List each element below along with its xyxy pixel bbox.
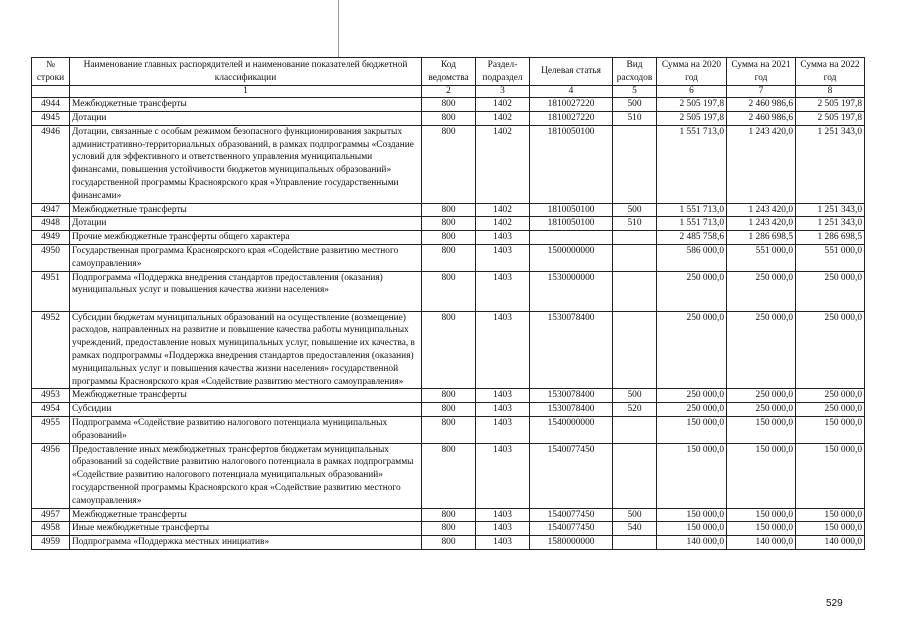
- table-header: [32, 58, 865, 98]
- row-number: 4952: [32, 311, 70, 389]
- row-name: Иные межбюджетные трансферты: [70, 522, 422, 536]
- row-expense-type: [613, 271, 657, 311]
- row-sum-2021: 1 243 420,0: [727, 125, 796, 203]
- row-sum-2022: 250 000,0: [796, 403, 865, 417]
- row-target-article: 1500000000: [530, 244, 613, 271]
- row-sum-2022: 150 000,0: [796, 443, 865, 508]
- row-sum-2020: 586 000,0: [657, 244, 727, 271]
- row-dept-code: 800: [422, 203, 476, 217]
- row-sum-2022: 1 286 698,5: [796, 231, 865, 245]
- row-name: Дотации: [70, 217, 422, 231]
- row-dept-code: 800: [422, 271, 476, 311]
- column-index: 4: [530, 86, 613, 98]
- row-sum-2020: 150 000,0: [657, 508, 727, 522]
- table-row: [32, 111, 865, 125]
- row-target-article: 1540000000: [530, 416, 613, 443]
- row-dept-code: 800: [422, 508, 476, 522]
- row-sum-2021: 1 243 420,0: [727, 203, 796, 217]
- table-row: [32, 508, 865, 522]
- row-sum-2021: 250 000,0: [727, 389, 796, 403]
- row-expense-type: 510: [613, 111, 657, 125]
- row-section: 1402: [476, 111, 530, 125]
- row-name: Межбюджетные трансферты: [70, 98, 422, 112]
- row-name: Дотации, связанные с особым режимом безопасного функционирования закрытых административно-территориальных образований, в рамках подпрограммы «Создание условий для эффективного и ответственного управления муниципальными финансами, повышения устойчивости бюджетов муниципальных образований» государственной программы Красноярского края «Управление государственными финансами»: [70, 125, 422, 203]
- row-number: 4955: [32, 416, 70, 443]
- header-dept-code: Код ведомства: [422, 58, 476, 86]
- row-number: 4951: [32, 271, 70, 311]
- header-expense-type: Вид расходов: [613, 58, 657, 86]
- column-index: 8: [796, 86, 865, 98]
- row-sum-2020: 2 485 758,6: [657, 231, 727, 245]
- row-sum-2022: 140 000,0: [796, 536, 865, 550]
- row-expense-type: [613, 536, 657, 550]
- table-row: [32, 244, 865, 271]
- row-sum-2022: 1 251 343,0: [796, 125, 865, 203]
- row-expense-type: [613, 416, 657, 443]
- row-sum-2020: 150 000,0: [657, 522, 727, 536]
- row-target-article: 1540077450: [530, 443, 613, 508]
- column-index: 6: [657, 86, 727, 98]
- row-number: 4945: [32, 111, 70, 125]
- table-row: [32, 203, 865, 217]
- row-section: 1403: [476, 508, 530, 522]
- row-sum-2022: 1 251 343,0: [796, 217, 865, 231]
- row-dept-code: 800: [422, 403, 476, 417]
- row-sum-2022: 150 000,0: [796, 416, 865, 443]
- row-section: 1403: [476, 244, 530, 271]
- row-sum-2020: 1 551 713,0: [657, 203, 727, 217]
- row-target-article: 1810050100: [530, 217, 613, 231]
- row-name: Субсидии бюджетам муниципальных образований на осуществление (возмещение) расходов, направленных на развитие и повышение качества работы муниципальных учреждений, предоставление новых муниципальных услуг, повышение их качества, в рамках подпрограммы «Поддержка внедрения стандартов предоставления (оказания) муниципальных услуг и повышения качества жизни населения» государственной программы Красноярского края «Содействие развитию местного самоуправления»: [70, 311, 422, 389]
- row-sum-2022: 150 000,0: [796, 522, 865, 536]
- table-row: [32, 536, 865, 550]
- budget-table: [31, 57, 865, 550]
- header-sum-2022: Сумма на 2022 год: [796, 58, 865, 86]
- row-name: Подпрограмма «Содействие развитию налогового потенциала муниципальных образований»: [70, 416, 422, 443]
- row-name: Подпрограмма «Поддержка местных инициатив»: [70, 536, 422, 550]
- row-sum-2020: 250 000,0: [657, 271, 727, 311]
- row-dept-code: 800: [422, 389, 476, 403]
- row-sum-2021: 1 243 420,0: [727, 217, 796, 231]
- row-sum-2021: 1 286 698,5: [727, 231, 796, 245]
- row-section: 1403: [476, 271, 530, 311]
- table-body: [32, 98, 865, 550]
- row-expense-type: [613, 125, 657, 203]
- row-section: 1402: [476, 125, 530, 203]
- row-sum-2021: 150 000,0: [727, 443, 796, 508]
- row-section: 1403: [476, 443, 530, 508]
- row-name: Субсидии: [70, 403, 422, 417]
- row-expense-type: [613, 443, 657, 508]
- row-name: Подпрограмма «Поддержка внедрения стандартов предоставления (оказания) муниципальных услуг и повышения качества жизни населения»: [70, 271, 422, 311]
- row-sum-2022: 250 000,0: [796, 271, 865, 311]
- row-expense-type: [613, 311, 657, 389]
- row-sum-2021: 150 000,0: [727, 522, 796, 536]
- row-target-article: 1530078400: [530, 403, 613, 417]
- row-sum-2021: 250 000,0: [727, 311, 796, 389]
- row-number: 4956: [32, 443, 70, 508]
- row-sum-2020: 150 000,0: [657, 416, 727, 443]
- row-sum-2022: 1 251 343,0: [796, 203, 865, 217]
- row-expense-type: 500: [613, 508, 657, 522]
- header-sum-2021: Сумма на 2021 год: [727, 58, 796, 86]
- row-sum-2022: 250 000,0: [796, 389, 865, 403]
- row-target-article: 1810027220: [530, 111, 613, 125]
- row-sum-2020: 2 505 197,8: [657, 98, 727, 112]
- row-expense-type: 500: [613, 203, 657, 217]
- row-name: Прочие межбюджетные трансферты общего характера: [70, 231, 422, 245]
- row-target-article: 1810050100: [530, 125, 613, 203]
- row-dept-code: 800: [422, 416, 476, 443]
- row-sum-2020: 1 551 713,0: [657, 125, 727, 203]
- row-name: Межбюджетные трансферты: [70, 203, 422, 217]
- column-index: 7: [727, 86, 796, 98]
- table-row: [32, 231, 865, 245]
- table-row: [32, 271, 865, 311]
- row-number: 4958: [32, 522, 70, 536]
- row-section: 1403: [476, 403, 530, 417]
- row-sum-2021: 140 000,0: [727, 536, 796, 550]
- table-row: [32, 389, 865, 403]
- row-section: 1402: [476, 98, 530, 112]
- table-row: [32, 403, 865, 417]
- table-row: [32, 416, 865, 443]
- row-dept-code: 800: [422, 311, 476, 389]
- row-sum-2022: 250 000,0: [796, 311, 865, 389]
- row-sum-2020: 150 000,0: [657, 443, 727, 508]
- row-dept-code: 800: [422, 536, 476, 550]
- row-sum-2021: 551 000,0: [727, 244, 796, 271]
- row-sum-2022: 551 000,0: [796, 244, 865, 271]
- header-section: Раздел-подраздел: [476, 58, 530, 86]
- row-sum-2020: 250 000,0: [657, 311, 727, 389]
- row-target-article: 1810027220: [530, 98, 613, 112]
- row-expense-type: 500: [613, 389, 657, 403]
- row-sum-2022: 2 505 197,8: [796, 98, 865, 112]
- page-number: 529: [826, 598, 843, 609]
- row-dept-code: 800: [422, 98, 476, 112]
- row-number: 4947: [32, 203, 70, 217]
- table-row: [32, 443, 865, 508]
- row-section: 1403: [476, 416, 530, 443]
- row-target-article: 1540077450: [530, 522, 613, 536]
- row-sum-2022: 2 505 197,8: [796, 111, 865, 125]
- row-number: 4949: [32, 231, 70, 245]
- row-dept-code: 800: [422, 443, 476, 508]
- row-number: 4959: [32, 536, 70, 550]
- row-sum-2020: 1 551 713,0: [657, 217, 727, 231]
- row-dept-code: 800: [422, 522, 476, 536]
- row-expense-type: 500: [613, 98, 657, 112]
- row-target-article: 1530000000: [530, 271, 613, 311]
- row-target-article: 1540077450: [530, 508, 613, 522]
- row-name: Государственная программа Красноярского края «Содействие развитию местного самоуправления»: [70, 244, 422, 271]
- scan-artifact-line: [338, 0, 339, 58]
- row-number: 4950: [32, 244, 70, 271]
- row-expense-type: 510: [613, 217, 657, 231]
- row-sum-2021: 2 460 986,6: [727, 111, 796, 125]
- row-name: Предоставление иных межбюджетных трансфертов бюджетам муниципальных образований за содействие развитию налогового потенциала в рамках подпрограммы «Содействие развитию налогового потенциала муниципальных образований» государственной программы Красноярского края «Содействие развитию местного самоуправления»: [70, 443, 422, 508]
- table-row: [32, 217, 865, 231]
- row-sum-2020: 250 000,0: [657, 403, 727, 417]
- row-sum-2021: 150 000,0: [727, 416, 796, 443]
- row-target-article: 1810050100: [530, 203, 613, 217]
- row-sum-2021: 150 000,0: [727, 508, 796, 522]
- row-sum-2020: 140 000,0: [657, 536, 727, 550]
- table-row: [32, 311, 865, 389]
- header-sum-2020: Сумма на 2020 год: [657, 58, 727, 86]
- column-index-empty: [32, 86, 70, 98]
- row-sum-2020: 2 505 197,8: [657, 111, 727, 125]
- row-target-article: [530, 231, 613, 245]
- row-expense-type: [613, 244, 657, 271]
- row-dept-code: 800: [422, 217, 476, 231]
- table-row: [32, 522, 865, 536]
- column-index: 2: [422, 86, 476, 98]
- column-index: 3: [476, 86, 530, 98]
- row-number: 4946: [32, 125, 70, 203]
- row-sum-2020: 250 000,0: [657, 389, 727, 403]
- row-target-article: 1530078400: [530, 311, 613, 389]
- row-section: 1403: [476, 522, 530, 536]
- row-section: 1403: [476, 536, 530, 550]
- column-index-row: [32, 86, 865, 98]
- table-row: [32, 125, 865, 203]
- column-index: 5: [613, 86, 657, 98]
- row-dept-code: 800: [422, 125, 476, 203]
- header-row-number: № строки: [32, 58, 70, 86]
- row-sum-2021: 2 460 986,6: [727, 98, 796, 112]
- row-dept-code: 800: [422, 231, 476, 245]
- row-number: 4948: [32, 217, 70, 231]
- row-number: 4954: [32, 403, 70, 417]
- row-section: 1403: [476, 311, 530, 389]
- row-target-article: 1580000000: [530, 536, 613, 550]
- row-name: Межбюджетные трансферты: [70, 389, 422, 403]
- row-sum-2021: 250 000,0: [727, 271, 796, 311]
- row-number: 4944: [32, 98, 70, 112]
- row-target-article: 1530078400: [530, 389, 613, 403]
- row-section: 1402: [476, 217, 530, 231]
- row-sum-2021: 250 000,0: [727, 403, 796, 417]
- table-row: [32, 98, 865, 112]
- header-name: Наименование главных распорядителей и наименование показателей бюджетной классификации: [70, 58, 422, 86]
- row-number: 4953: [32, 389, 70, 403]
- row-name: Межбюджетные трансферты: [70, 508, 422, 522]
- row-dept-code: 800: [422, 111, 476, 125]
- row-name: Дотации: [70, 111, 422, 125]
- row-section: 1403: [476, 389, 530, 403]
- row-sum-2022: 150 000,0: [796, 508, 865, 522]
- row-number: 4957: [32, 508, 70, 522]
- row-section: 1402: [476, 203, 530, 217]
- row-expense-type: 540: [613, 522, 657, 536]
- row-expense-type: 520: [613, 403, 657, 417]
- column-index: 1: [70, 86, 422, 98]
- header-target-article: Целевая статья: [530, 58, 613, 86]
- row-dept-code: 800: [422, 244, 476, 271]
- row-section: 1403: [476, 231, 530, 245]
- row-expense-type: [613, 231, 657, 245]
